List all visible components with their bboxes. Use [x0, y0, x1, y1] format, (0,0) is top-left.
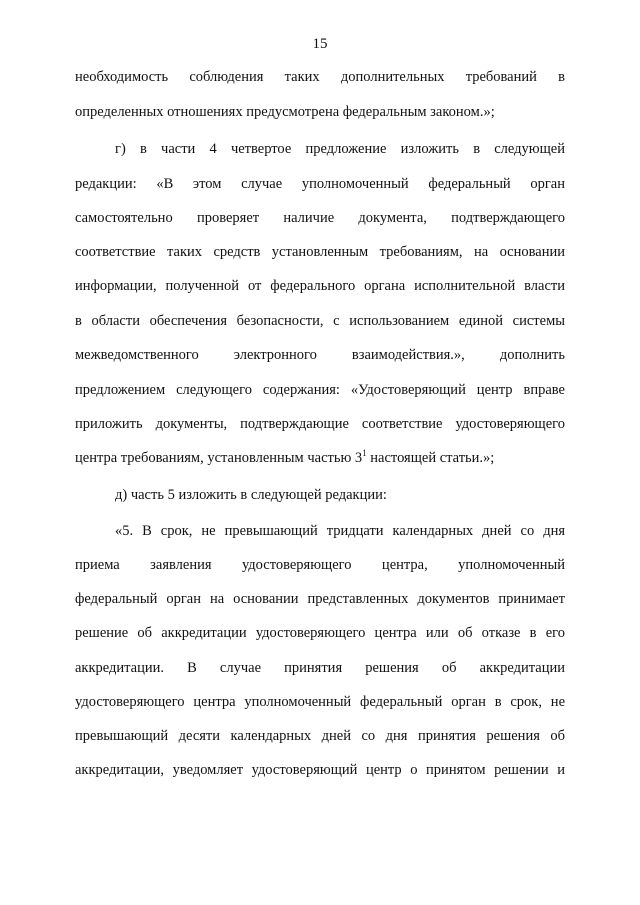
text-line: решение об аккредитации удостоверяющего центра или об отказе в его	[75, 625, 565, 641]
text-line: приема заявления удостоверяющего центра, уполномоченный	[75, 557, 565, 573]
text-line: федеральный орган на основании представленных документов принимает	[75, 591, 565, 607]
text-line: приложить документы, подтверждающие соответствие удостоверяющего	[75, 416, 565, 432]
text-line: «5. В срок, не превышающий тридцати календарных дней со дня	[115, 523, 565, 539]
text-line: необходимость соблюдения таких дополнительных требований в	[75, 69, 565, 85]
text-line: редакции: «В этом случае уполномоченный федеральный орган	[75, 176, 565, 192]
text-line: информации, полученной от федерального органа исполнительной власти	[75, 278, 565, 294]
text-line: в области обеспечения безопасности, с использованием единой системы	[75, 313, 565, 329]
page-number: 15	[312, 36, 328, 52]
text-line: аккредитации. В случае принятия решения об аккредитации	[75, 660, 565, 676]
text-line: д) часть 5 изложить в следующей редакции:	[115, 487, 387, 503]
text-line-part: настоящей статьи.»;	[366, 450, 495, 466]
text-line-part: центра требованиям, установленным частью 3	[75, 450, 363, 466]
text-line: межведомственного электронного взаимодействия.», дополнить	[75, 347, 565, 363]
text-line: предложением следующего содержания: «Удостоверяющий центр вправе	[75, 382, 565, 398]
text-line: самостоятельно проверяет наличие документа, подтверждающего	[75, 210, 565, 226]
text-line: г) в части 4 четвертое предложение изложить в следующей	[115, 141, 565, 157]
text-line: удостоверяющего центра уполномоченный федеральный орган в срок, не	[75, 694, 565, 710]
text-line: определенных отношениях предусмотрена федеральным законом.»;	[75, 104, 495, 120]
text-line: аккредитации, уведомляет удостоверяющий центр о принятом решении и	[75, 762, 565, 778]
text-line: превышающий десяти календарных дней со дня принятия решения об	[75, 728, 565, 744]
text-line: соответствие таких средств установленным требованиям, на основании	[75, 244, 565, 260]
text-line	[75, 448, 565, 468]
superscript: 1	[362, 448, 367, 458]
